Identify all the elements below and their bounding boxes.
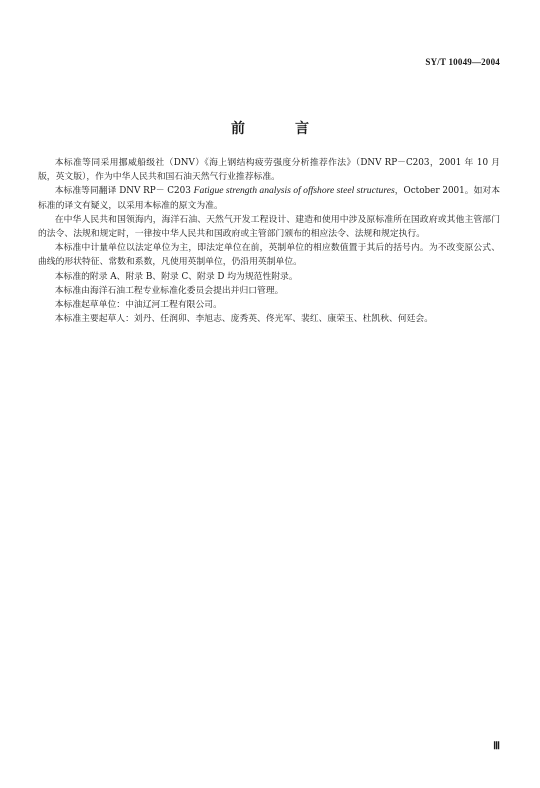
paragraph-annexes: 本标准的附录 A、附录 B、附录 C、附录 D 均为规范性附录。 <box>54 271 298 282</box>
paragraph-translation-before: 本标准等同翻译 DNV RP－ C203 <box>54 186 194 197</box>
foreword-body <box>38 156 500 326</box>
paragraph-units: 本标准中计量单位以法定单位为主，即法定单位在前，英制单位的相应数值置于其后的括号内。为不改变原公式、曲线的形状特征、常数和系数，凡使用英制单位，仍沿用英制单位。 <box>38 243 500 268</box>
paragraph-adoption: 本标准等同采用挪威船级社（DNV）《海上钢结构疲劳强度分析推荐作法》（DNV RP－C203，2001 年 10 月版，英文版），作为中华人民共和国石油天然气行业推荐标准。 <box>38 158 500 183</box>
paragraph-translation-after: ，October 2001。如对本标准的译文有疑义，以采用本标准的原文为准。 <box>38 186 500 211</box>
paragraph-drafting-unit: 本标准起草单位：中油辽河工程有限公司。 <box>54 300 222 311</box>
page-number: Ⅲ <box>493 741 500 752</box>
paragraph-drafters: 本标准主要起草人：刘丹、任润卯、李旭志、庞秀英、佟光军、裴红、康荣玉、杜凯秋、何廷会。 <box>54 314 433 325</box>
paragraph-proposer: 本标准由海洋石油工程专业标准化委员会提出并归口管理。 <box>54 285 284 296</box>
page-title: 前 言 <box>231 121 327 137</box>
standard-code: SY/T 10049—2004 <box>425 57 500 67</box>
paragraph-translation-title: Fatigue strength analysis of offshore steel structures <box>193 185 395 197</box>
paragraph-translation <box>38 184 500 212</box>
paragraph-jurisdiction: 在中华人民共和国领海内，海洋石油、天然气开发工程设计、建造和使用中涉及原标准所在国政府或其他主管部门的法令、法规和规定时，一律按中华人民共和国政府或主管部门颁布的相应法令、法规和规定执行。 <box>38 214 500 240</box>
